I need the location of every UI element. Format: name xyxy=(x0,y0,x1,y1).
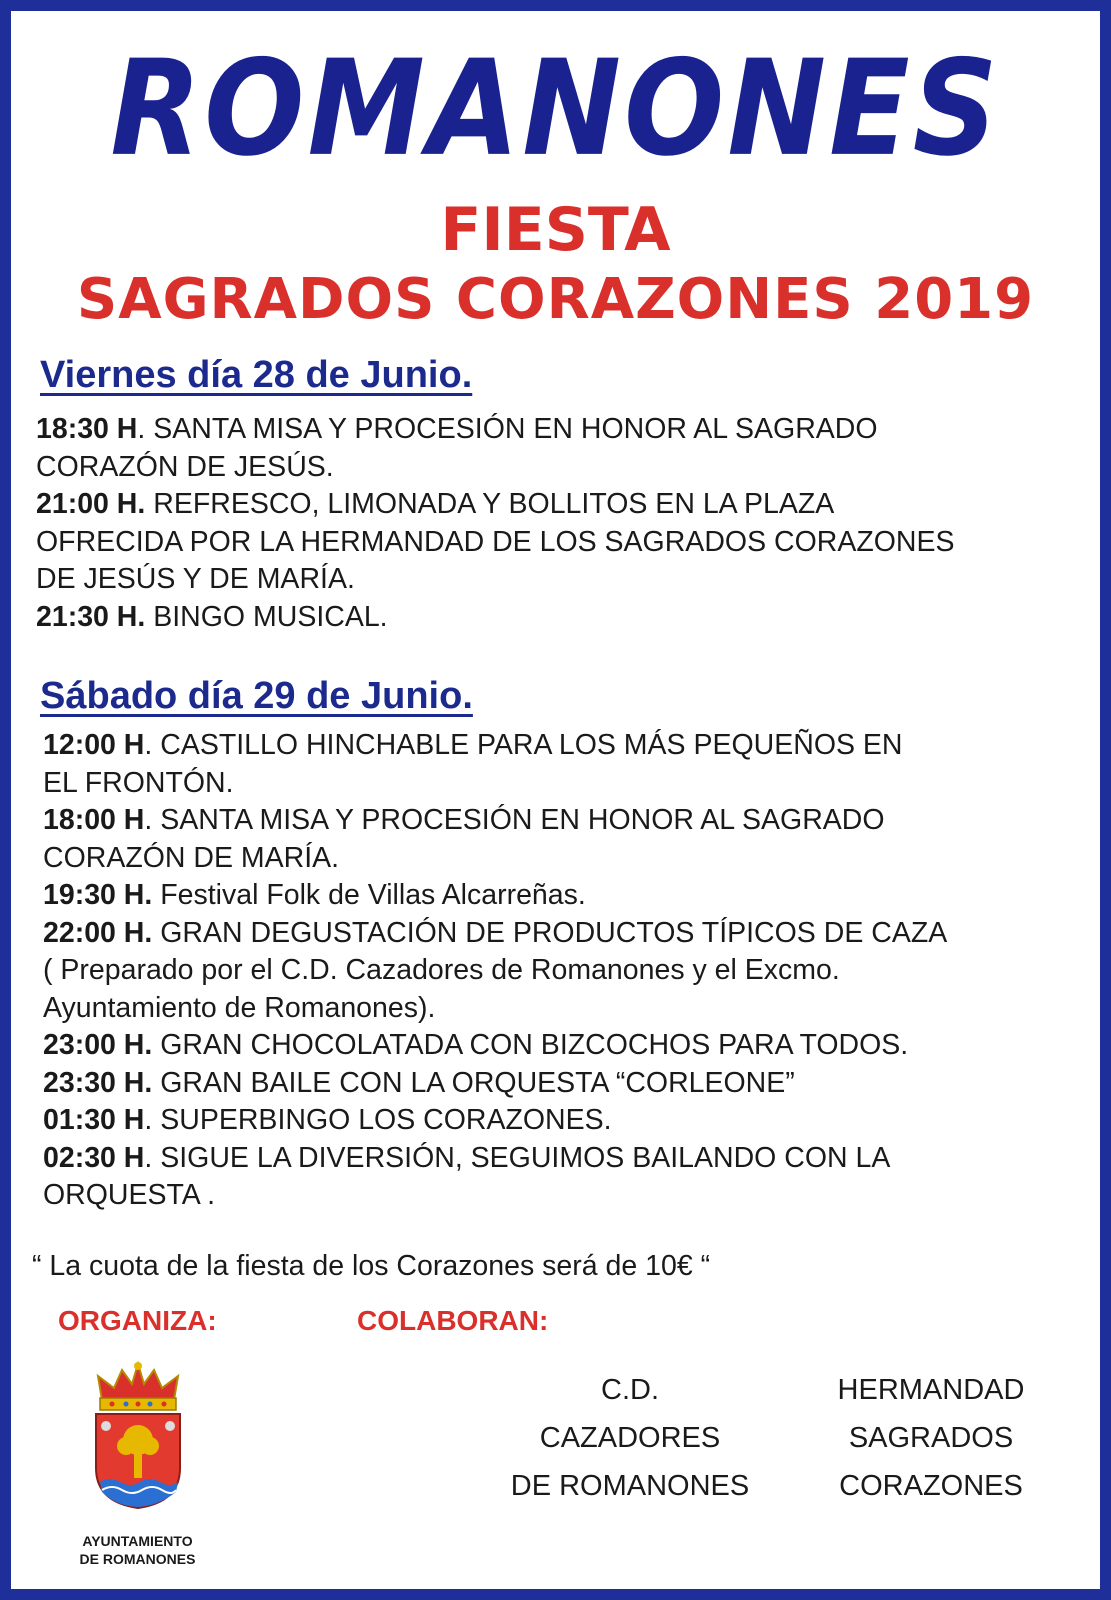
event-line xyxy=(43,915,947,953)
event-line xyxy=(43,1027,947,1065)
event-time: 23:30 H. xyxy=(43,1066,153,1099)
event-line xyxy=(36,486,955,524)
event-time: 21:00 H. xyxy=(36,488,146,520)
event-time: 18:30 H xyxy=(36,413,138,445)
event-line xyxy=(36,599,955,637)
ayuntamiento-label xyxy=(40,1532,235,1568)
friday-heading: Viernes día 28 de Junio. xyxy=(40,354,473,396)
saturday-heading: Sábado día 29 de Junio. xyxy=(40,675,473,717)
event-time: 22:00 H. xyxy=(43,916,153,949)
event-line: CORAZÓN DE JESÚS. xyxy=(36,450,334,483)
coat-of-arms-icon xyxy=(88,1360,188,1510)
event-line: DE JESÚS Y DE MARÍA. xyxy=(36,563,355,595)
collaborator-line: C.D. xyxy=(601,1374,659,1406)
organiza-label: ORGANIZA: xyxy=(58,1305,217,1336)
event-text: . SANTA MISA Y PROCESIÓN EN HONOR AL SAGRADO xyxy=(137,413,878,445)
event-text: Festival Folk de Villas Alcarreñas. xyxy=(152,879,586,911)
event-text: GRAN BAILE CON LA ORQUESTA “CORLEONE” xyxy=(152,1066,795,1099)
event-time: 12:00 H xyxy=(43,729,145,761)
event-line xyxy=(36,411,955,449)
event-line xyxy=(43,1140,947,1178)
event-text: . CASTILLO HINCHABLE PARA LOS MÁS PEQUEÑOS EN xyxy=(144,729,903,761)
collaborator-line: DE ROMANONES xyxy=(510,1470,750,1502)
collaborator-line: HERMANDAD xyxy=(837,1374,1025,1406)
event-line xyxy=(43,1065,947,1103)
event-text: REFRESCO, LIMONADA Y BOLLITOS EN LA PLAZA xyxy=(145,488,835,520)
event-line: EL FRONTÓN. xyxy=(43,766,234,799)
event-line: OFRECIDA POR LA HERMANDAD DE LOS SAGRADOS CORAZONES xyxy=(36,525,955,558)
collaborator-line: CORAZONES xyxy=(839,1470,1023,1502)
poster-title: ROMANONES xyxy=(110,30,1001,186)
subtitle-event-name: SAGRADOS CORAZONES 2019 xyxy=(76,267,1035,332)
subtitle-fiesta: FIESTA xyxy=(440,195,671,265)
event-text: GRAN CHOCOLATADA CON BIZCOCHOS PARA TODOS. xyxy=(152,1029,909,1061)
event-time: 23:00 H. xyxy=(43,1029,153,1061)
event-text: . SIGUE LA DIVERSIÓN, SEGUIMOS BAILANDO CON LA xyxy=(144,1141,891,1174)
event-text: GRAN DEGUSTACIÓN DE PRODUCTOS TÍPICOS DE CAZA xyxy=(152,916,948,949)
event-time: 18:00 H xyxy=(43,804,145,836)
event-line: ORQUESTA . xyxy=(43,1179,216,1211)
event-line: CORAZÓN DE MARÍA. xyxy=(43,841,340,874)
fee-note: “ La cuota de la fiesta de los Corazones será de 10€ “ xyxy=(32,1250,711,1282)
colaboran-label: COLABORAN: xyxy=(357,1305,549,1336)
collaborator-hermandad xyxy=(800,1366,1062,1510)
friday-events xyxy=(36,411,955,636)
saturday-events xyxy=(43,727,947,1215)
event-line: Ayuntamiento de Romanones). xyxy=(43,991,436,1024)
event-time: 02:30 H xyxy=(43,1141,145,1174)
event-line xyxy=(43,802,947,840)
event-line xyxy=(43,727,947,765)
ayuntamiento-line: AYUNTAMIENTO xyxy=(82,1533,193,1549)
event-text: . SANTA MISA Y PROCESIÓN EN HONOR AL SAGRADO xyxy=(144,804,885,836)
event-line xyxy=(43,877,947,915)
event-time: 19:30 H. xyxy=(43,879,153,911)
event-text: BINGO MUSICAL. xyxy=(145,600,388,633)
event-text: . SUPERBINGO LOS CORAZONES. xyxy=(144,1104,612,1136)
event-line: ( Preparado por el C.D. Cazadores de Romanones y el Excmo. xyxy=(43,954,840,986)
event-time: 01:30 H xyxy=(43,1104,145,1136)
event-line xyxy=(43,1102,947,1140)
collaborator-cazadores xyxy=(480,1366,780,1510)
event-time: 21:30 H. xyxy=(36,600,146,633)
collaborator-line: SAGRADOS xyxy=(848,1422,1014,1454)
collaborator-line: CAZADORES xyxy=(539,1422,721,1454)
ayuntamiento-line: DE ROMANONES xyxy=(79,1551,196,1567)
